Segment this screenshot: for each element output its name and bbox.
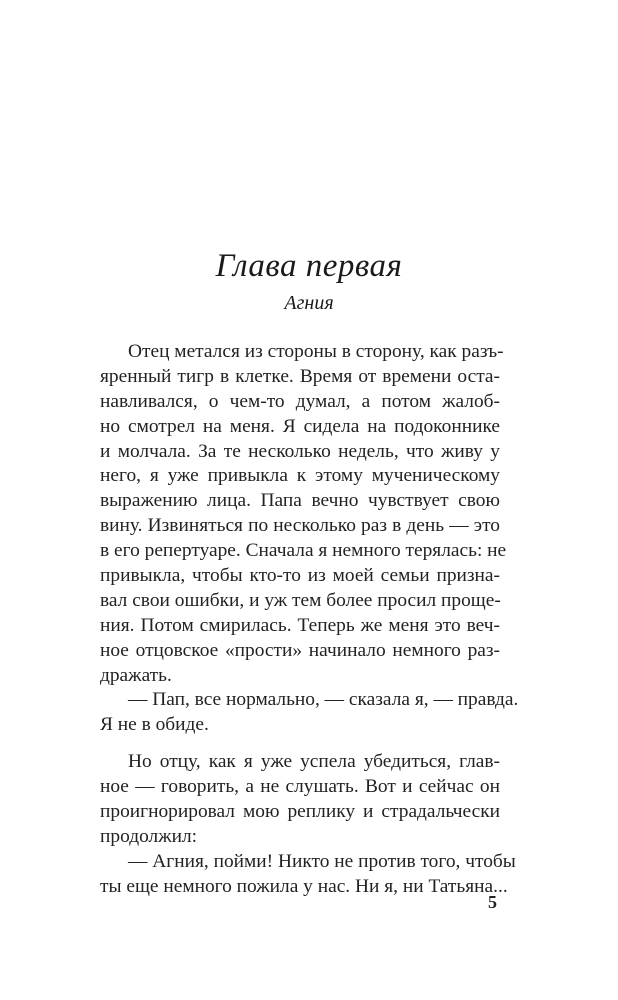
text-line: яренный тигр в клетке. Время от времени оста- bbox=[100, 365, 500, 387]
text-line: ное отцовское «прости» начинало немного раз- bbox=[100, 639, 500, 661]
text-line: — Пап, все нормально, — сказала я, — правда. bbox=[128, 689, 519, 711]
text-line: дражать. bbox=[100, 664, 172, 686]
text-line: Отец метался из стороны в сторону, как разъ- bbox=[128, 341, 504, 362]
text-line: проигнорировал мою реплику и страдальчески bbox=[100, 801, 500, 823]
body-text bbox=[100, 340, 519, 900]
text-line: ния. Потом смирилась. Теперь же меня это веч- bbox=[100, 614, 500, 636]
text-line: и молчала. За те несколько недель, что живу у bbox=[100, 440, 500, 462]
text-line: вину. Извиняться по несколько раз в день — это bbox=[100, 515, 500, 537]
text-line: привыкла, чтобы кто-то из моей семьи призна- bbox=[100, 565, 500, 587]
chapter-subtitle: Агния bbox=[284, 292, 334, 314]
text-line: навливался, о чем-то думал, а потом жалоб- bbox=[100, 390, 500, 412]
text-line: Я не в обиде. bbox=[100, 714, 209, 736]
chapter-title: Глава первая bbox=[215, 248, 403, 284]
page-number: 5 bbox=[488, 892, 497, 912]
text-line: выражению лица. Папа вечно чувствует свою bbox=[100, 490, 500, 512]
text-line: — Агния, пойми! Никто не против того, чтобы bbox=[128, 850, 516, 872]
text-line: вал свои ошибки, и уж тем более просил проще- bbox=[100, 589, 501, 611]
text-line: ное — говорить, а не слушать. Вот и сейчас он bbox=[100, 776, 500, 798]
text-line: продолжил: bbox=[100, 825, 198, 847]
text-line: Но отцу, как я уже успела убедиться, глав- bbox=[128, 751, 500, 773]
text-line: него, я уже привыкла к этому мученическому bbox=[100, 465, 500, 487]
text-line: ты еще немного пожила у нас. Ни я, ни Татьяна... bbox=[100, 875, 508, 897]
text-line: но смотрел на меня. Я сидела на подоконнике bbox=[100, 415, 500, 437]
text-line: в его репертуаре. Сначала я немного терялась: не bbox=[100, 540, 507, 562]
